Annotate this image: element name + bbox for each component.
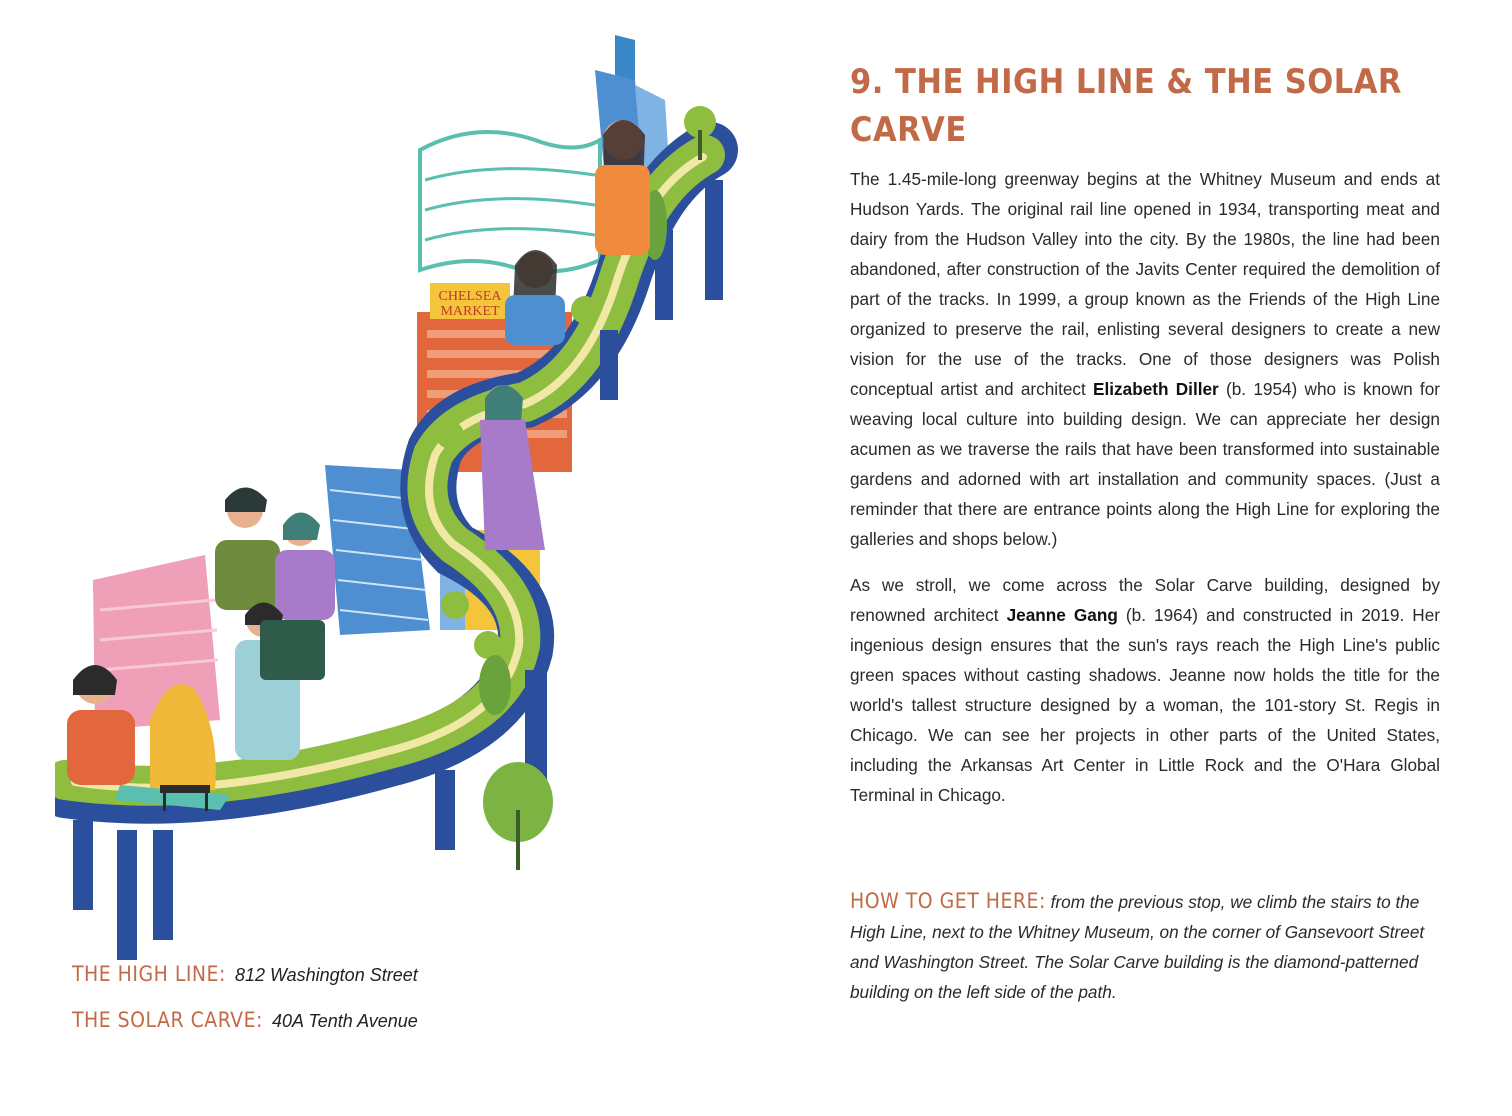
address-label: THE HIGH LINE: xyxy=(72,962,226,986)
address-value: 40A Tenth Avenue xyxy=(272,1011,418,1031)
paragraph-high-line xyxy=(850,164,1440,554)
chelsea-sign-line2: MARKET xyxy=(440,304,500,319)
how-to-get-here-text: from the previous stop, we climb the stairs to the High Line, next to the Whitney Museum, on the corner of Gansevoort Street and Washington Street. The Solar Carve building is the diamond-patterned building on the left side of the path. xyxy=(850,892,1425,1002)
paragraph-solar-carve xyxy=(850,570,1440,810)
high-line-illustration xyxy=(55,30,755,960)
paragraph-text: (b. 1964) and constructed in 2019. Her ingenious design ensures that the sun's rays reach the High Line's public green spaces without casting shadows. Jeanne now holds the title for the world's tallest structure designed by a woman, the 101-story St. Regis in Chicago. We can see her projects in other parts of the United States, including the Arkansas Art Center in Little Rock and the O'Hara Global Terminal in Chicago. xyxy=(850,605,1440,805)
address-list xyxy=(72,958,532,1050)
paragraph-text: The 1.45-mile-long greenway begins at the Whitney Museum and ends at Hudson Yards. The original rail line opened in 1934, transporting meat and dairy from the Hudson Valley into the city. By the 1980s, the line had been abandoned, after construction of the Javits Center required the demolition of part of the tracks. In 1999, a group known as the Friends of the High Line organized to preserve the rail, enlisting several designers to create a new vision for the use of the tracks. One of those designers was Polish conceptual artist and architect xyxy=(850,169,1440,399)
address-label: THE SOLAR CARVE: xyxy=(72,1008,263,1032)
how-to-get-here xyxy=(850,886,1450,1007)
person-name: Jeanne Gang xyxy=(1006,605,1118,625)
teal-building xyxy=(420,132,600,271)
chelsea-sign-line1: CHELSEA xyxy=(438,289,502,304)
address-solar-carve xyxy=(72,1004,532,1050)
person-name: Elizabeth Diller xyxy=(1093,379,1219,399)
how-to-get-here-label: HOW TO GET HERE: xyxy=(850,889,1046,913)
article xyxy=(850,58,1440,826)
page-title: 9. THE HIGH LINE & THE SOLAR CARVE xyxy=(850,62,1402,150)
paragraph-text: (b. 1954) who is known for weaving local culture into building design. We can appreciate her design acumen as we traverse the rails that have been transformed into sustainable gardens and adorned with art installation and community spaces. (Just a reminder that there are entrance points along the High Line for exploring the galleries and shops below.) xyxy=(850,379,1440,549)
address-value: 812 Washington Street xyxy=(234,965,418,985)
address-high-line xyxy=(72,958,532,1004)
paragraph-text: As we stroll, we come across the Solar Carve building, designed by renowned architect xyxy=(850,575,1440,625)
